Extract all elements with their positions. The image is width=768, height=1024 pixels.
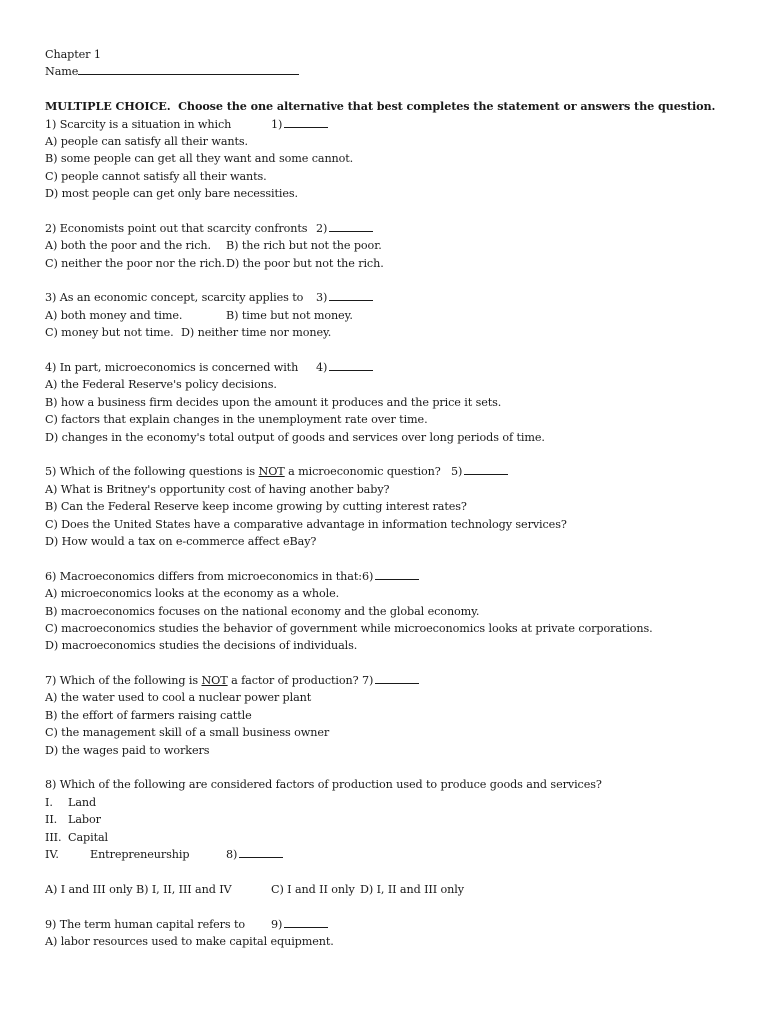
question-5-stem-start: 5) Which of the following questions is bbox=[45, 465, 259, 479]
question-8-options-row bbox=[45, 881, 735, 898]
question-4-option-b: B) how a business firm decides upon the amount it produces and the price it sets. bbox=[45, 395, 502, 409]
question-3-option-b: B) time but not money. bbox=[226, 308, 353, 322]
question-5-option-c: C) Does the United States have a comparative advantage in information technology services? bbox=[45, 517, 567, 531]
question-8-item-3-numeral: III. bbox=[45, 830, 62, 844]
question-8-item-1 bbox=[45, 794, 735, 811]
question-8-item-4-numeral: IV. bbox=[45, 847, 59, 861]
name-blank-line[interactable] bbox=[78, 63, 299, 75]
question-1-option-b: B) some people can get all they want and some cannot. bbox=[45, 152, 354, 166]
question-6-answer-blank[interactable] bbox=[375, 568, 419, 580]
question-2-answer-blank[interactable] bbox=[329, 220, 373, 232]
question-3-answer-blank[interactable] bbox=[329, 289, 373, 301]
question-4-option-d: D) changes in the economy's total output of goods and services over long periods of time. bbox=[45, 430, 545, 444]
question-2-option-a: A) both the poor and the rich. bbox=[45, 239, 211, 253]
name-field-row bbox=[45, 63, 735, 80]
question-2 bbox=[45, 220, 735, 237]
question-3-options-row-2 bbox=[45, 324, 735, 341]
question-8-option-b: B) I, II, III and IV bbox=[136, 882, 232, 896]
question-3-number: 3) bbox=[316, 291, 328, 305]
question-6-option-c: C) macroeconomics studies the behavior of government while microeconomics looks at private corporations. bbox=[45, 621, 653, 635]
question-3-option-c: C) money but not time. bbox=[45, 326, 174, 340]
question-7-option-b: B) the effort of farmers raising cattle bbox=[45, 708, 252, 722]
question-2-options-row-2 bbox=[45, 255, 735, 272]
question-6-option-d: D) macroeconomics studies the decisions of individuals. bbox=[45, 639, 358, 653]
question-8-item-1-numeral: I. bbox=[45, 795, 53, 809]
question-7-option-c: C) the management skill of a small business owner bbox=[45, 726, 330, 740]
question-7-answer-blank[interactable] bbox=[375, 672, 419, 684]
question-8-option-c: C) I and II only bbox=[271, 882, 355, 896]
question-8-stem: 8) Which of the following are considered factors of production used to produce goods and services? bbox=[45, 778, 602, 792]
question-4 bbox=[45, 359, 735, 376]
question-3 bbox=[45, 289, 735, 306]
question-6-stem: 6) Macroeconomics differs from microeconomics in that: bbox=[45, 569, 362, 583]
chapter-heading: Chapter 1 bbox=[45, 48, 101, 61]
question-7-option-d: D) the wages paid to workers bbox=[45, 743, 210, 757]
question-8-option-a: A) I and III only bbox=[45, 882, 133, 896]
question-6-number: 6) bbox=[362, 569, 374, 583]
name-label: Name bbox=[45, 65, 79, 79]
question-2-number: 2) bbox=[316, 221, 328, 235]
question-8-item-4 bbox=[45, 846, 735, 863]
question-2-option-d: D) the poor but not the rich. bbox=[226, 256, 384, 270]
question-4-number: 4) bbox=[316, 361, 328, 375]
question-8-answer-blank[interactable] bbox=[239, 846, 283, 858]
question-5-option-a: A) What is Britney's opportunity cost of having another baby? bbox=[45, 482, 390, 496]
question-1-option-c: C) people cannot satisfy all their wants. bbox=[45, 169, 267, 183]
question-8-item-3-text: Capital bbox=[68, 830, 109, 844]
question-6-option-b: B) macroeconomics focuses on the national economy and the global economy. bbox=[45, 604, 480, 618]
question-8-item-2-text: Labor bbox=[68, 813, 101, 827]
question-8-item-3 bbox=[45, 829, 735, 846]
question-7-option-a: A) the water used to cool a nuclear power plant bbox=[45, 691, 312, 705]
question-5-stem bbox=[45, 463, 451, 480]
question-5-answer-blank[interactable] bbox=[464, 463, 508, 475]
question-8-item-2-numeral: II. bbox=[45, 813, 58, 827]
question-1-stem: 1) Scarcity is a situation in which bbox=[45, 117, 232, 131]
question-1-option-a: A) people can satisfy all their wants. bbox=[45, 134, 249, 148]
question-1-answer-blank[interactable] bbox=[284, 116, 328, 128]
question-5 bbox=[45, 463, 735, 480]
question-5-number: 5) bbox=[451, 465, 463, 479]
question-9-answer-blank[interactable] bbox=[284, 916, 328, 928]
question-8-number: 8) bbox=[226, 847, 238, 861]
question-2-options-row-1 bbox=[45, 237, 735, 254]
exam-page bbox=[45, 46, 735, 950]
question-8-option-d: D) I, II and III only bbox=[360, 882, 464, 896]
question-9 bbox=[45, 916, 735, 933]
question-9-option-a: A) labor resources used to make capital equipment. bbox=[45, 934, 334, 948]
question-5-option-b: B) Can the Federal Reserve keep income growing by cutting interest rates? bbox=[45, 500, 467, 514]
question-8-item-4-text: Entrepreneurship bbox=[90, 847, 190, 861]
question-7 bbox=[45, 672, 735, 689]
question-4-option-a: A) the Federal Reserve's policy decisions. bbox=[45, 378, 277, 392]
question-5-stem-not: NOT bbox=[258, 465, 285, 479]
question-7-number: 7) bbox=[362, 674, 374, 688]
question-1-option-d: D) most people can get only bare necessities. bbox=[45, 187, 299, 201]
question-1-number: 1) bbox=[271, 117, 283, 131]
question-5-option-d: D) How would a tax on e-commerce affect eBay? bbox=[45, 534, 317, 548]
question-7-stem bbox=[45, 672, 362, 689]
question-4-option-c: C) factors that explain changes in the unemployment rate over time. bbox=[45, 413, 428, 427]
question-7-stem-not: NOT bbox=[201, 674, 228, 688]
question-8-item-2 bbox=[45, 811, 735, 828]
question-3-stem: 3) As an economic concept, scarcity applies to bbox=[45, 291, 304, 305]
question-2-option-c: C) neither the poor nor the rich. bbox=[45, 256, 225, 270]
question-7-stem-start: 7) Which of the following is bbox=[45, 674, 202, 688]
question-3-option-a: A) both money and time. bbox=[45, 308, 183, 322]
question-4-stem: 4) In part, microeconomics is concerned with bbox=[45, 361, 299, 375]
question-9-number: 9) bbox=[271, 917, 283, 931]
question-6 bbox=[45, 568, 735, 585]
question-7-stem-end: a factor of production? bbox=[227, 674, 359, 688]
question-1 bbox=[45, 116, 735, 133]
question-3-option-d: D) neither time nor money. bbox=[181, 326, 332, 340]
question-2-stem: 2) Economists point out that scarcity confronts bbox=[45, 221, 308, 235]
question-5-stem-end: a microeconomic question? bbox=[284, 465, 441, 479]
question-9-stem: 9) The term human capital refers to bbox=[45, 917, 246, 931]
question-3-options-row-1 bbox=[45, 307, 735, 324]
question-8-item-1-text: Land bbox=[68, 795, 97, 809]
question-2-option-b: B) the rich but not the poor. bbox=[226, 239, 382, 253]
question-6-option-a: A) microeconomics looks at the economy as a whole. bbox=[45, 587, 340, 601]
instructions: MULTIPLE CHOICE. Choose the one alternative that best completes the statement or answers the question. bbox=[45, 99, 716, 114]
question-4-answer-blank[interactable] bbox=[329, 359, 373, 371]
